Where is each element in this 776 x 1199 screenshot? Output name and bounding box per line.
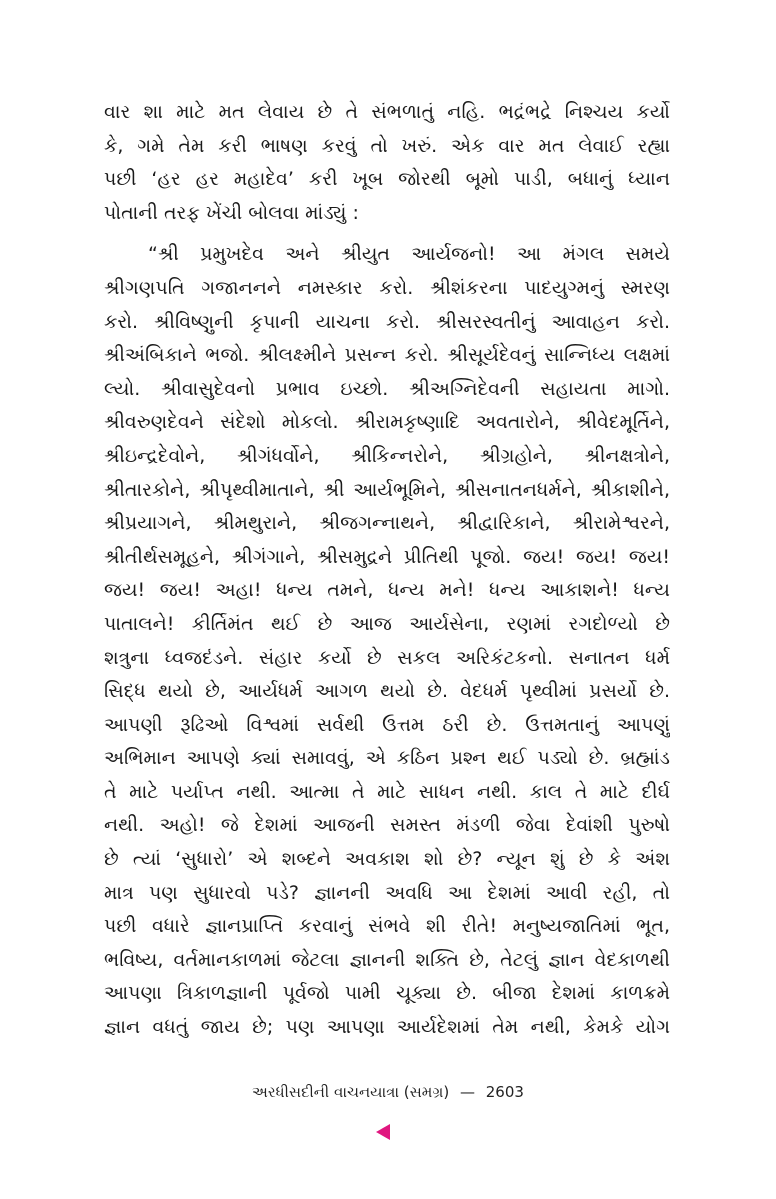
text-line: શત્રુના ધ્વજદંડને. સંહાર કર્યો છે સકલ અરિકંટકનો. સનાતન ધર્મ	[104, 646, 670, 669]
text-line: શ્રીઅંબિકાને ભજો. શ્રીલક્ષ્મીને પ્રસન્ન કરો. શ્રીસૂર્યદેવનું સાન્નિધ્ય લક્ષમાં	[104, 344, 670, 367]
text-line: ભવિષ્ય, વર્તમાનકાળમાં જેટલા જ્ઞાનની શક્તિ છે, તેટલું જ્ઞાન વેદકાળથી	[104, 948, 670, 971]
text-line: જ્ઞાન વધતું જાય છે; પણ આપણા આર્યદેશમાં તેમ નથી, કેમકે યોગ	[104, 1016, 670, 1039]
text-line: આપણા ત્રિકાળજ્ઞાની પૂર્વજો પામી ચૂક્યા છે. બીજા દેશમાં કાળક્રમે	[104, 982, 670, 1005]
text-line: જય! જય! અહા! ધન્ય તમને, ધન્ય મને! ધન્ય આકાશને! ધન્ય	[104, 579, 670, 602]
body-text	[104, 96, 670, 1045]
text-line: તે માટે પર્યાપ્ત નથી. આત્મા તે માટે સાધન નથી. કાલ તે માટે દીર્ઘ	[104, 780, 670, 803]
text-line: આપણી રૂઢિઓ વિશ્વમાં સર્વથી ઉત્તમ ઠરી છે. ઉત્તમતાનું આપણું	[104, 713, 670, 736]
text-line: પછી વધારે જ્ઞાનપ્રાપ્તિ કરવાનું સંભવે શી રીતે! મનુષ્યજાતિમાં ભૂત,	[104, 915, 670, 938]
text-line: શ્રીતારકોને, શ્રીપૃથ્વીમાતાને, શ્રી આર્યભૂમિને, શ્રીસનાતનધર્મને, શ્રીકાશીને,	[104, 478, 670, 501]
footer-book-title: અરધીસદીની વાચનયાત્રા (સમગ્ર)	[252, 1083, 450, 1101]
paragraph-2	[104, 238, 670, 1044]
text-line: કરો. શ્રીવિષ્ણુની કૃપાની યાચના કરો. શ્રીસરસ્વતીનું આવાહન કરો.	[104, 310, 670, 333]
text-line: વાર શા માટે મત લેવાય છે તે સંભળાતું નહિ. ભદ્રંભદ્રે નિશ્ચય કર્યો	[104, 101, 670, 123]
footer-page-number: 2603	[485, 1083, 524, 1101]
text-line: શ્રીવરુણદેવને સંદેશો મોકલો. શ્રીરામકૃષ્ણાદિ અવતારોને, શ્રીવેદમૂર્તિને,	[104, 411, 670, 434]
text-line: પાતાલને! કીર્તિમંત થઈ છે આજ આર્યસેના, રણમાં રગદોળ્યો છે	[104, 612, 670, 635]
text-line: શ્રીપ્રયાગને, શ્રીમથુરાને, શ્રીજગન્નાથને, શ્રીદ્વારિકાને, શ્રીરામેશ્વરને,	[104, 512, 670, 535]
text-line: પછી ‘હર હર મહાદેવ’ કરી ખૂબ જોરથી બૂમો પાડી, બધાનું ધ્યાન	[104, 168, 670, 191]
page-footer	[0, 1082, 776, 1102]
text-line: શ્રીગણપતિ ગજાનનને નમસ્કાર કરો. શ્રીશંકરના પાદયુગ્મનું સ્મરણ	[104, 276, 670, 299]
text-line: નથી. અહો! જે દેશમાં આજની સમસ્ત મંડળી જેવા દેવાંશી પુરુષો	[104, 814, 670, 837]
text-line: સિદ્ધ થયો છે, આર્યધર્મ આગળ થયો છે. વેદધર્મ પૃથ્વીમાં પ્રસર્યો છે.	[104, 680, 670, 703]
text-line: લ્યો. શ્રીવાસુદેવનો પ્રભાવ ઇચ્છો. શ્રીઅગ્નિદેવની સહાયતા માગો.	[104, 377, 670, 400]
text-line: માત્ર પણ સુધારવો પડે? જ્ઞાનની અવધિ આ દેશમાં આવી રહી, તો	[104, 881, 670, 904]
text-line: પોતાની તરફ ખેંચી બોલવા માંડ્યું :	[104, 201, 359, 224]
triangle-left-icon[interactable]	[376, 1124, 390, 1140]
text-line: કે, ગમે તેમ કરી ભાષણ કરવું તો ખરું. એક વાર મત લેવાઈ રહ્યા	[104, 134, 670, 157]
footer-separator: —	[459, 1083, 475, 1101]
paragraph-1	[104, 96, 670, 230]
text-line: “શ્રી પ્રમુખદેવ અને શ્રીયુત આર્યજનો! આ મંગલ સમયે	[148, 243, 670, 266]
text-line: અભિમાન આપણે ક્યાં સમાવવું, એ કઠિન પ્રશ્ન થઈ પડ્યો છે. બ્રહ્માંડ	[104, 747, 670, 770]
text-line: શ્રીઇન્દ્રદેવોને, શ્રીગંધર્વોને, શ્રીકિન્નરોને, શ્રીગ્રહોને, શ્રીનક્ષત્રોને,	[104, 444, 670, 467]
text-line: છે ત્યાં ‘સુધારો’ એ શબ્દને અવકાશ શો છે? ન્યૂન શું છે કે અંશ	[104, 848, 670, 871]
text-line: શ્રીતીર્થસમૂહને, શ્રીગંગાને, શ્રીસમુદ્રને પ્રીતિથી પૂજો. જય! જય! જય!	[104, 545, 670, 568]
